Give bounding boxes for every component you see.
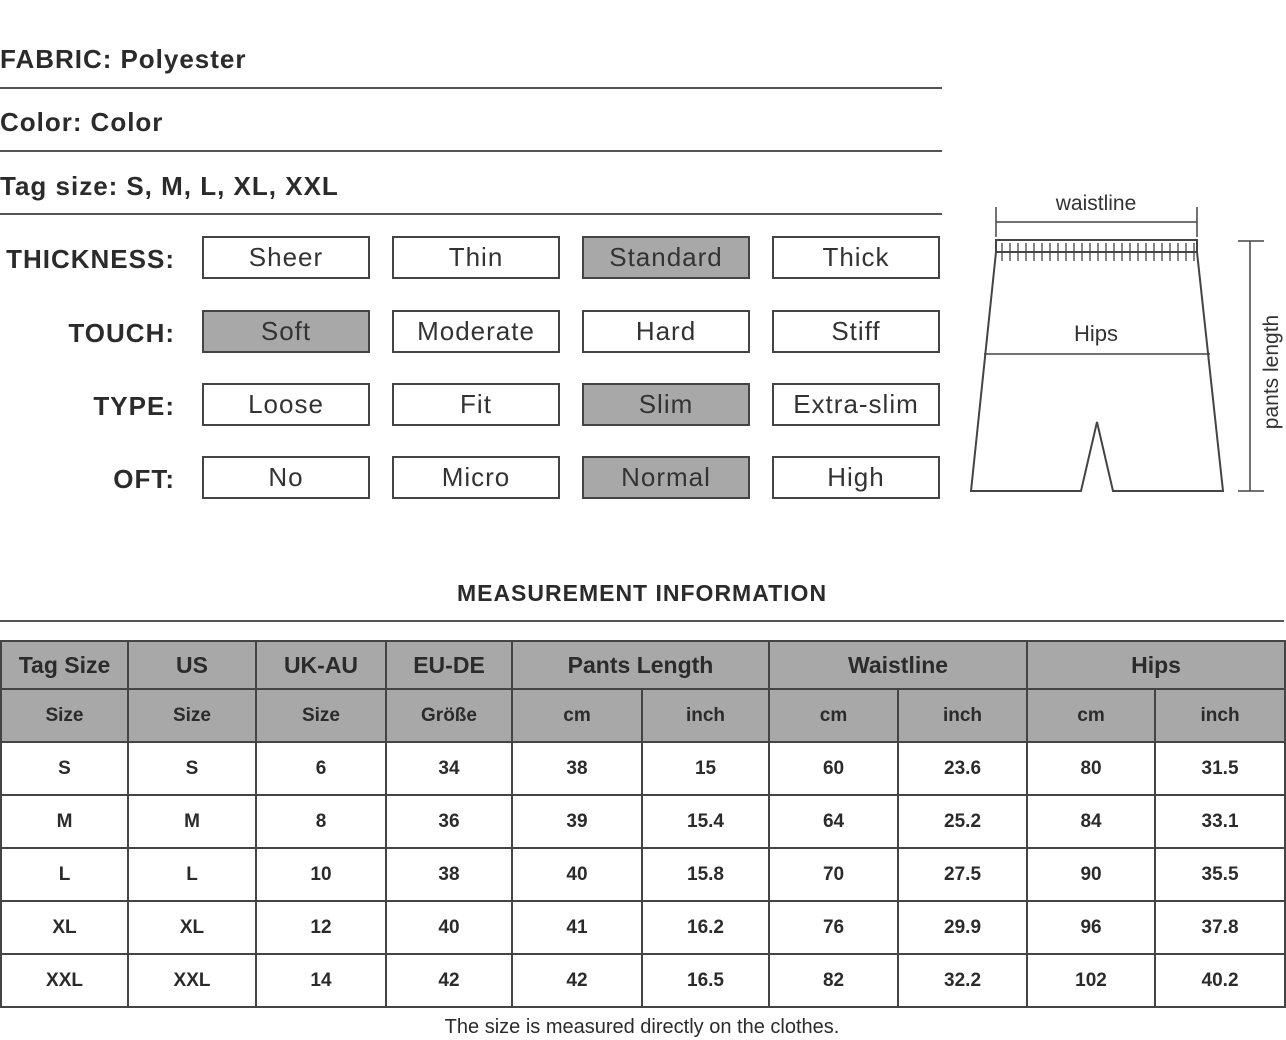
thickness-label: THICKNESS: (6, 244, 175, 274)
subheader-cell: Größe (386, 689, 512, 742)
type-option-loose: Loose (202, 383, 370, 426)
table-cell: L (1, 848, 128, 901)
table-cell: 33.1 (1155, 795, 1285, 848)
oft-option-micro: Micro (392, 456, 560, 499)
table-cell: 35.5 (1155, 848, 1285, 901)
oft-option-normal: Normal (582, 456, 750, 499)
table-cell: XL (1, 901, 128, 954)
color-value: Color (90, 107, 164, 137)
table-cell: XL (128, 901, 256, 954)
table-cell: 23.6 (898, 742, 1027, 795)
table-cell: 38 (512, 742, 642, 795)
oft-label: OFT: (113, 464, 175, 494)
table-cell: 16.2 (642, 901, 769, 954)
table-cell: M (1, 795, 128, 848)
table-cell: 32.2 (898, 954, 1027, 1007)
divider (0, 620, 1284, 622)
shorts-outline (971, 252, 1223, 491)
table-cell: 29.9 (898, 901, 1027, 954)
table-cell: 80 (1027, 742, 1155, 795)
table-cell: 70 (769, 848, 898, 901)
table-cell: XXL (128, 954, 256, 1007)
table-cell: 16.5 (642, 954, 769, 1007)
divider (0, 213, 942, 215)
thickness-option-sheer: Sheer (202, 236, 370, 279)
table-cell: XXL (1, 954, 128, 1007)
table-row (1, 742, 1285, 795)
table-row (1, 901, 1285, 954)
touch-option-hard: Hard (582, 310, 750, 353)
measurement-title: MEASUREMENT INFORMATION (456, 580, 828, 606)
table-cell: 31.5 (1155, 742, 1285, 795)
table-cell: L (128, 848, 256, 901)
table-cell: 90 (1027, 848, 1155, 901)
type-option-extra-slim: Extra-slim (772, 383, 940, 426)
table-cell: 60 (769, 742, 898, 795)
oft-option-high: High (772, 456, 940, 499)
table-cell: 37.8 (1155, 901, 1285, 954)
table-row (1, 795, 1285, 848)
header-pants-length: Pants Length (512, 641, 769, 689)
waistline-label: waistline (1055, 192, 1137, 215)
table-row (1, 954, 1285, 1007)
table-cell: 27.5 (898, 848, 1027, 901)
thickness-option-thin: Thin (392, 236, 560, 279)
table-cell: 96 (1027, 901, 1155, 954)
shorts-diagram (960, 185, 1283, 505)
table-cell: 15 (642, 742, 769, 795)
subheader-cell: cm (512, 689, 642, 742)
table-cell: 12 (256, 901, 386, 954)
header-tag-size: Tag Size (1, 641, 128, 689)
divider (0, 150, 942, 152)
subheader-cell: Size (1, 689, 128, 742)
color-line (0, 107, 942, 138)
tag-size-label: Tag size: (0, 171, 119, 201)
table-cell: M (128, 795, 256, 848)
divider (0, 87, 942, 89)
fabric-line (0, 44, 942, 75)
table-cell: 40.2 (1155, 954, 1285, 1007)
table-cell: 76 (769, 901, 898, 954)
table-cell: 14 (256, 954, 386, 1007)
header-hips: Hips (1027, 641, 1285, 689)
color-label: Color: (0, 107, 83, 137)
oft-option-no: No (202, 456, 370, 499)
type-option-fit: Fit (392, 383, 560, 426)
subheader-cell: cm (1027, 689, 1155, 742)
fabric-label: FABRIC: (0, 44, 113, 74)
tag-size-line (0, 171, 942, 202)
table-subheader-row (1, 689, 1285, 742)
table-cell: 39 (512, 795, 642, 848)
touch-option-stiff: Stiff (772, 310, 940, 353)
subheader-cell: inch (898, 689, 1027, 742)
header-waistline: Waistline (769, 641, 1027, 689)
table-cell: 84 (1027, 795, 1155, 848)
touch-option-soft: Soft (202, 310, 370, 353)
thickness-option-standard: Standard (582, 236, 750, 279)
table-cell: S (128, 742, 256, 795)
table-cell: 42 (386, 954, 512, 1007)
table-cell: 40 (386, 901, 512, 954)
table-cell: 36 (386, 795, 512, 848)
fabric-value: Polyester (120, 44, 247, 74)
table-cell: 82 (769, 954, 898, 1007)
size-table (0, 640, 1286, 1008)
type-label: TYPE: (93, 391, 175, 421)
header-eu-de: EU-DE (386, 641, 512, 689)
thickness-option-thick: Thick (772, 236, 940, 279)
subheader-cell: Size (128, 689, 256, 742)
table-row (1, 848, 1285, 901)
hips-label: Hips (1073, 321, 1119, 346)
table-cell: 15.4 (642, 795, 769, 848)
tag-size-value: S, M, L, XL, XXL (126, 171, 339, 201)
type-option-slim: Slim (582, 383, 750, 426)
table-cell: S (1, 742, 128, 795)
measurement-note: The size is measured directly on the clothes. (444, 1016, 840, 1038)
table-cell: 38 (386, 848, 512, 901)
table-cell: 10 (256, 848, 386, 901)
header-us: US (128, 641, 256, 689)
subheader-cell: inch (1155, 689, 1285, 742)
table-cell: 64 (769, 795, 898, 848)
subheader-cell: cm (769, 689, 898, 742)
touch-label: TOUCH: (68, 318, 175, 348)
table-header-row (1, 641, 1285, 689)
table-cell: 8 (256, 795, 386, 848)
table-cell: 42 (512, 954, 642, 1007)
touch-option-moderate: Moderate (392, 310, 560, 353)
table-cell: 6 (256, 742, 386, 795)
subheader-cell: inch (642, 689, 769, 742)
subheader-cell: Size (256, 689, 386, 742)
table-cell: 102 (1027, 954, 1155, 1007)
pants-length-label: pants length (1260, 314, 1283, 430)
header-uk-au: UK-AU (256, 641, 386, 689)
table-cell: 41 (512, 901, 642, 954)
table-cell: 40 (512, 848, 642, 901)
table-cell: 15.8 (642, 848, 769, 901)
table-cell: 34 (386, 742, 512, 795)
table-cell: 25.2 (898, 795, 1027, 848)
